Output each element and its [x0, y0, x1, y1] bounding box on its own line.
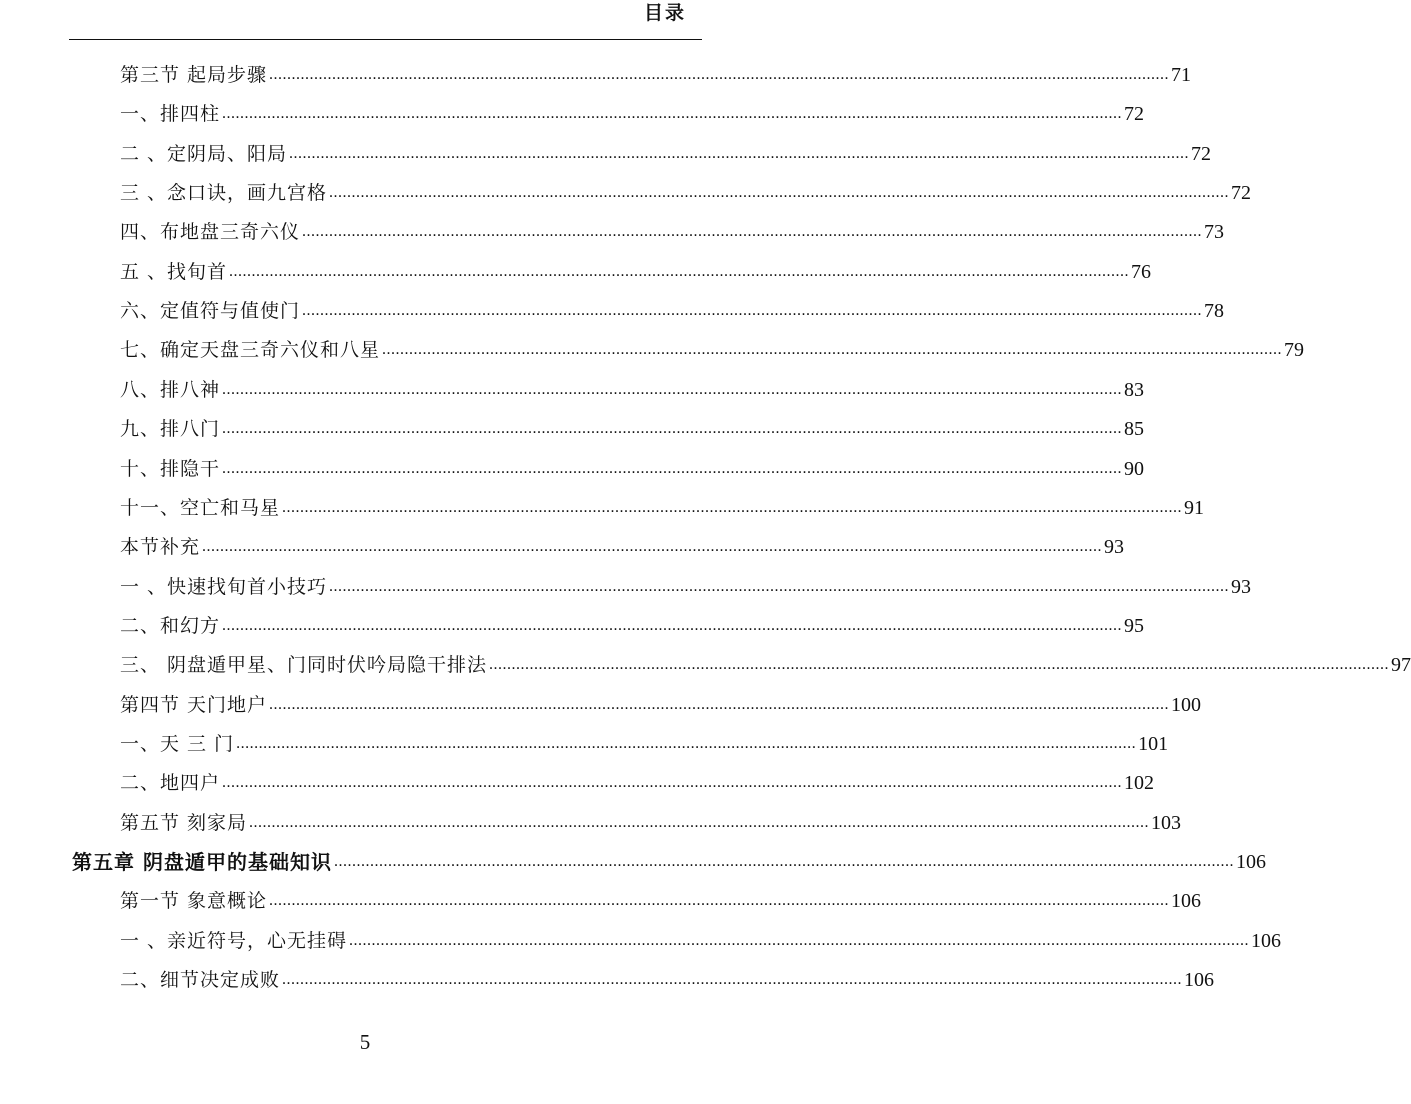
- toc-entry-page: 93: [1231, 575, 1252, 598]
- toc-entry-page: 83: [1124, 378, 1145, 401]
- toc-entry-page: 90: [1124, 457, 1145, 480]
- toc-entry-page: 72: [1191, 142, 1212, 165]
- toc-leader-dots: ........................................................................................................................................................................................................: [349, 931, 1250, 949]
- toc-entry-page: 95: [1124, 614, 1145, 637]
- toc-leader-dots: ........................................................................................................................................................................................................: [222, 380, 1123, 398]
- toc-entry: [120, 297, 1225, 325]
- toc-entry-label: 十、排隐干: [120, 457, 221, 480]
- toc-entry-page: 101: [1138, 732, 1169, 755]
- toc-leader-dots: ........................................................................................................................................................................................................: [489, 656, 1390, 674]
- toc-entry-page: 102: [1124, 772, 1155, 795]
- toc-entry-label: 一、排四柱: [120, 103, 221, 126]
- toc-entry-page: 93: [1104, 536, 1125, 559]
- toc-entry: [120, 651, 1411, 679]
- toc-leader-dots: ........................................................................................................................................................................................................: [282, 971, 1183, 989]
- toc-entry: [120, 258, 1152, 286]
- toc-leader-dots: ........................................................................................................................................................................................................: [329, 184, 1230, 202]
- toc-entry: [120, 573, 1252, 601]
- toc-leader-dots: ........................................................................................................................................................................................................: [289, 144, 1190, 162]
- toc-entry-page: 106: [1171, 890, 1202, 913]
- toc-entry-page: 71: [1171, 64, 1192, 86]
- toc-leader-dots: ........................................................................................................................................................................................................: [329, 577, 1230, 595]
- toc-leader-dots: ........................................................................................................................................................................................................: [222, 616, 1123, 634]
- toc-entry: [120, 494, 1205, 522]
- toc-entry-label: 第四节 天门地户: [120, 693, 268, 716]
- toc-entry-page: 106: [1251, 929, 1282, 952]
- toc-leader-dots: ........................................................................................................................................................................................................: [202, 538, 1103, 556]
- toc-entry: [120, 376, 1145, 404]
- toc-entry-label: 一 、亲近符号，心无挂碍: [120, 929, 348, 952]
- toc-entry-label: 第一节 象意概论: [120, 890, 268, 913]
- header-title: 目录: [643, 2, 686, 24]
- toc-entry-page: 72: [1231, 182, 1252, 205]
- toc-entry: [120, 336, 1305, 364]
- toc-entry-label: 六、定值符与值使门: [120, 300, 301, 323]
- toc-leader-dots: ........................................................................................................................................................................................................: [222, 459, 1123, 477]
- toc-entry-label: 第五节 刻家局: [120, 811, 248, 834]
- toc-entry-label: 第五章 阴盘遁甲的基础知识: [72, 850, 332, 874]
- toc-leader-dots: ........................................................................................................................................................................................................: [249, 813, 1150, 831]
- toc-entry-page: 72: [1124, 103, 1145, 126]
- toc-entry: [120, 691, 1202, 719]
- toc-entry-label: 四、布地盘三奇六仪: [120, 221, 301, 244]
- toc-entry: [120, 966, 1215, 994]
- toc-entry-page: 76: [1131, 260, 1152, 283]
- toc-leader-dots: ........................................................................................................................................................................................................: [302, 302, 1203, 320]
- toc-entry: [120, 218, 1225, 246]
- toc-entry: [120, 415, 1145, 443]
- toc-leader-dots: ........................................................................................................................................................................................................: [333, 853, 1234, 870]
- toc-entry: [120, 927, 1282, 955]
- toc-entry-label: 三、 阴盘遁甲星、门同时伏吟局隐干排法: [120, 654, 488, 677]
- toc-entry: [120, 612, 1145, 640]
- toc-leader-dots: ........................................................................................................................................................................................................: [382, 341, 1283, 359]
- toc-entry-page: 97: [1391, 654, 1411, 677]
- toc-entry: [120, 100, 1145, 128]
- toc-entry: [120, 179, 1252, 207]
- toc-leader-dots: ........................................................................................................................................................................................................: [236, 734, 1137, 752]
- toc-entry-label: 一、天 三 门: [120, 732, 235, 755]
- toc-entry-label: 九、排八门: [120, 418, 221, 441]
- toc-entry: [120, 730, 1169, 758]
- toc-entry: [120, 533, 1125, 561]
- toc-entry-label: 第三节 起局步骤: [120, 64, 268, 86]
- toc-leader-dots: ........................................................................................................................................................................................................: [282, 498, 1183, 516]
- toc-entry-page: 73: [1204, 221, 1225, 244]
- toc-entry: [120, 809, 1182, 837]
- toc-entry-label: 七、确定天盘三奇六仪和八星: [120, 339, 381, 362]
- toc-leader-dots: ........................................................................................................................................................................................................: [269, 695, 1170, 713]
- toc-entry-label: 二 、定阴局、阳局: [120, 142, 288, 165]
- toc-entry: [120, 140, 1212, 168]
- toc-leader-dots: ........................................................................................................................................................................................................: [222, 774, 1123, 792]
- toc-entry-label: 八、排八神: [120, 378, 221, 401]
- toc-entry: [120, 887, 1202, 915]
- toc-entry: [120, 455, 1145, 483]
- toc-chapter-entry: [72, 848, 1266, 876]
- toc-entry-page: 79: [1284, 339, 1305, 362]
- toc-entry-label: 十一、空亡和马星: [120, 496, 281, 519]
- toc-leader-dots: ........................................................................................................................................................................................................: [222, 105, 1123, 123]
- toc-leader-dots: ........................................................................................................................................................................................................: [229, 262, 1130, 280]
- toc-entry-label: 三 、念口诀，画九宫格: [120, 182, 328, 205]
- toc-entry: [120, 61, 1192, 89]
- toc-entry-label: 二、细节决定成败: [120, 969, 281, 992]
- toc-entry-page: 100: [1171, 693, 1202, 716]
- page-number: 5: [359, 1030, 371, 1054]
- toc-entry-label: 五 、找旬首: [120, 260, 228, 283]
- toc-entry-page: 103: [1151, 811, 1182, 834]
- toc-entry-page: 106: [1184, 969, 1215, 992]
- toc-entry-page: 106: [1235, 851, 1266, 873]
- toc-leader-dots: ........................................................................................................................................................................................................: [222, 420, 1123, 438]
- toc-entry-label: 一 、快速找旬首小技巧: [120, 575, 328, 598]
- toc-leader-dots: ........................................................................................................................................................................................................: [302, 223, 1203, 241]
- toc-entry-label: 本节补充: [120, 536, 201, 559]
- toc-entry-page: 91: [1184, 496, 1205, 519]
- toc-leader-dots: ........................................................................................................................................................................................................: [269, 66, 1170, 83]
- toc-entry-page: 85: [1124, 418, 1145, 441]
- toc-entry-label: 二、地四户: [120, 772, 221, 795]
- toc-entry-label: 二、和幻方: [120, 614, 221, 637]
- toc-entry: [120, 769, 1155, 797]
- toc-entry-page: 78: [1204, 300, 1225, 323]
- toc-leader-dots: ........................................................................................................................................................................................................: [269, 892, 1170, 910]
